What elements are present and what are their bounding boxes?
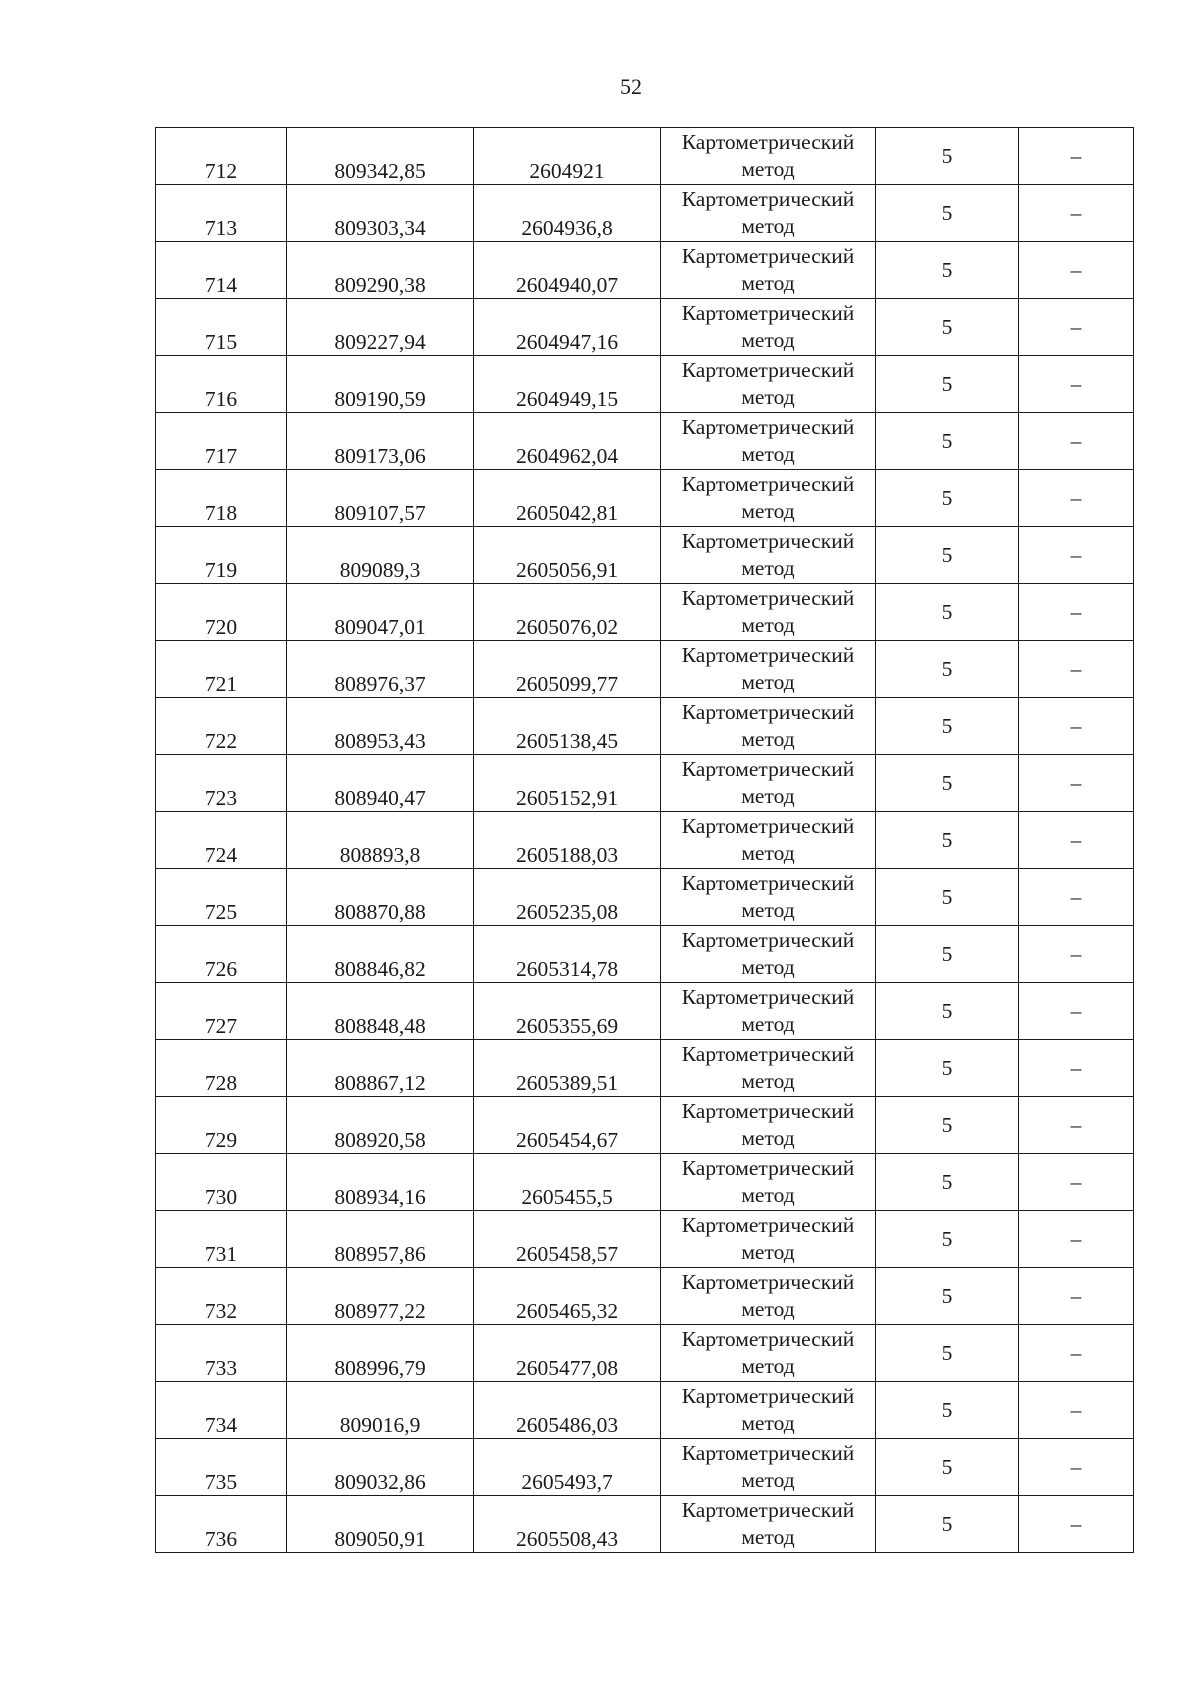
y-coordinate-cell: 2605099,77 <box>474 641 661 698</box>
method-line-1: Картометрический <box>681 1270 855 1294</box>
method-line-1: Картометрический <box>681 757 855 781</box>
point-number-cell: 729 <box>156 1097 287 1154</box>
table-row <box>156 755 1134 812</box>
note-cell: – <box>1019 242 1134 299</box>
method-cell <box>661 1097 876 1154</box>
method-cell <box>661 1040 876 1097</box>
table-row <box>156 1268 1134 1325</box>
accuracy-cell: 5 <box>876 1268 1019 1325</box>
method-line-2: метод <box>741 1012 795 1036</box>
x-coordinate-cell: 808934,16 <box>287 1154 474 1211</box>
point-number-cell: 736 <box>156 1496 287 1553</box>
accuracy-cell: 5 <box>876 926 1019 983</box>
method-line-2: метод <box>741 1411 795 1435</box>
method-cell <box>661 869 876 926</box>
method-line-1: Картометрический <box>681 472 855 496</box>
table-row <box>156 641 1134 698</box>
method-line-2: метод <box>741 1297 795 1321</box>
x-coordinate-cell: 809227,94 <box>287 299 474 356</box>
table-row <box>156 983 1134 1040</box>
method-cell <box>661 1439 876 1496</box>
note-cell: – <box>1019 1382 1134 1439</box>
table-row <box>156 1382 1134 1439</box>
point-number-cell: 720 <box>156 584 287 641</box>
method-line-2: метод <box>741 898 795 922</box>
table-row <box>156 812 1134 869</box>
method-line-1: Картометрический <box>681 1099 855 1123</box>
point-number-cell: 721 <box>156 641 287 698</box>
y-coordinate-cell: 2605477,08 <box>474 1325 661 1382</box>
method-line-2: метод <box>741 784 795 808</box>
point-number-cell: 730 <box>156 1154 287 1211</box>
note-cell: – <box>1019 1496 1134 1553</box>
note-cell: – <box>1019 926 1134 983</box>
note-cell: – <box>1019 413 1134 470</box>
x-coordinate-cell: 808940,47 <box>287 755 474 812</box>
x-coordinate-cell: 808870,88 <box>287 869 474 926</box>
method-line-1: Картометрический <box>681 1042 855 1066</box>
accuracy-cell: 5 <box>876 1439 1019 1496</box>
table-row <box>156 242 1134 299</box>
method-cell <box>661 812 876 869</box>
accuracy-cell: 5 <box>876 641 1019 698</box>
method-line-2: метод <box>741 1126 795 1150</box>
coordinates-table-body <box>156 128 1134 1553</box>
accuracy-cell: 5 <box>876 869 1019 926</box>
accuracy-cell: 5 <box>876 470 1019 527</box>
x-coordinate-cell: 809050,91 <box>287 1496 474 1553</box>
note-cell: – <box>1019 641 1134 698</box>
point-number-cell: 733 <box>156 1325 287 1382</box>
method-line-1: Картометрический <box>681 1213 855 1237</box>
point-number-cell: 723 <box>156 755 287 812</box>
y-coordinate-cell: 2605138,45 <box>474 698 661 755</box>
point-number-cell: 722 <box>156 698 287 755</box>
method-line-2: метод <box>741 385 795 409</box>
method-line-2: метод <box>741 442 795 466</box>
table-row <box>156 1154 1134 1211</box>
method-line-1: Картометрический <box>681 643 855 667</box>
method-line-2: метод <box>741 157 795 181</box>
method-line-1: Картометрический <box>681 130 855 154</box>
method-line-1: Картометрический <box>681 586 855 610</box>
y-coordinate-cell: 2605486,03 <box>474 1382 661 1439</box>
note-cell: – <box>1019 299 1134 356</box>
method-line-1: Картометрический <box>681 1498 855 1522</box>
point-number-cell: 715 <box>156 299 287 356</box>
method-line-2: метод <box>741 1468 795 1492</box>
note-cell: – <box>1019 869 1134 926</box>
accuracy-cell: 5 <box>876 983 1019 1040</box>
note-cell: – <box>1019 812 1134 869</box>
y-coordinate-cell: 2605465,32 <box>474 1268 661 1325</box>
table-row <box>156 299 1134 356</box>
point-number-cell: 732 <box>156 1268 287 1325</box>
note-cell: – <box>1019 356 1134 413</box>
table-row <box>156 1211 1134 1268</box>
method-cell <box>661 413 876 470</box>
accuracy-cell: 5 <box>876 299 1019 356</box>
note-cell: – <box>1019 755 1134 812</box>
x-coordinate-cell: 809089,3 <box>287 527 474 584</box>
method-cell <box>661 185 876 242</box>
y-coordinate-cell: 2605152,91 <box>474 755 661 812</box>
accuracy-cell: 5 <box>876 185 1019 242</box>
note-cell: – <box>1019 527 1134 584</box>
y-coordinate-cell: 2604949,15 <box>474 356 661 413</box>
note-cell: – <box>1019 185 1134 242</box>
method-line-1: Картометрический <box>681 244 855 268</box>
method-line-1: Картометрический <box>681 187 855 211</box>
method-line-1: Картометрический <box>681 985 855 1009</box>
table-row <box>156 698 1134 755</box>
method-line-2: метод <box>741 499 795 523</box>
x-coordinate-cell: 809047,01 <box>287 584 474 641</box>
x-coordinate-cell: 808953,43 <box>287 698 474 755</box>
page-number: 52 <box>620 74 642 99</box>
method-line-2: метод <box>741 727 795 751</box>
accuracy-cell: 5 <box>876 128 1019 185</box>
y-coordinate-cell: 2605508,43 <box>474 1496 661 1553</box>
point-number-cell: 727 <box>156 983 287 1040</box>
table-row <box>156 527 1134 584</box>
y-coordinate-cell: 2605076,02 <box>474 584 661 641</box>
method-line-2: метод <box>741 1354 795 1378</box>
point-number-cell: 735 <box>156 1439 287 1496</box>
x-coordinate-cell: 809303,34 <box>287 185 474 242</box>
accuracy-cell: 5 <box>876 1154 1019 1211</box>
table-row <box>156 869 1134 926</box>
y-coordinate-cell: 2605389,51 <box>474 1040 661 1097</box>
coordinates-table <box>155 127 1134 1553</box>
accuracy-cell: 5 <box>876 527 1019 584</box>
note-cell: – <box>1019 698 1134 755</box>
method-cell <box>661 527 876 584</box>
y-coordinate-cell: 2605235,08 <box>474 869 661 926</box>
method-line-1: Картометрический <box>681 301 855 325</box>
method-line-1: Картометрический <box>681 700 855 724</box>
x-coordinate-cell: 808996,79 <box>287 1325 474 1382</box>
x-coordinate-cell: 808957,86 <box>287 1211 474 1268</box>
method-line-2: метод <box>741 955 795 979</box>
method-line-2: метод <box>741 1069 795 1093</box>
method-line-1: Картометрический <box>681 358 855 382</box>
note-cell: – <box>1019 1325 1134 1382</box>
x-coordinate-cell: 808848,48 <box>287 983 474 1040</box>
y-coordinate-cell: 2604940,07 <box>474 242 661 299</box>
point-number-cell: 725 <box>156 869 287 926</box>
method-line-1: Картометрический <box>681 1327 855 1351</box>
table-row <box>156 413 1134 470</box>
table-row <box>156 1496 1134 1553</box>
x-coordinate-cell: 809290,38 <box>287 242 474 299</box>
method-line-2: метод <box>741 328 795 352</box>
y-coordinate-cell: 2604962,04 <box>474 413 661 470</box>
method-cell <box>661 983 876 1040</box>
table-row <box>156 1097 1134 1154</box>
y-coordinate-cell: 2605188,03 <box>474 812 661 869</box>
method-cell <box>661 470 876 527</box>
method-line-2: метод <box>741 271 795 295</box>
note-cell: – <box>1019 1154 1134 1211</box>
method-line-1: Картометрический <box>681 1441 855 1465</box>
method-cell <box>661 698 876 755</box>
note-cell: – <box>1019 584 1134 641</box>
method-cell <box>661 584 876 641</box>
method-cell <box>661 356 876 413</box>
table-row <box>156 128 1134 185</box>
x-coordinate-cell: 808976,37 <box>287 641 474 698</box>
note-cell: – <box>1019 1439 1134 1496</box>
note-cell: – <box>1019 1268 1134 1325</box>
point-number-cell: 731 <box>156 1211 287 1268</box>
point-number-cell: 724 <box>156 812 287 869</box>
method-cell <box>661 1496 876 1553</box>
x-coordinate-cell: 809190,59 <box>287 356 474 413</box>
accuracy-cell: 5 <box>876 1382 1019 1439</box>
method-cell <box>661 242 876 299</box>
accuracy-cell: 5 <box>876 1325 1019 1382</box>
y-coordinate-cell: 2604947,16 <box>474 299 661 356</box>
method-line-2: метод <box>741 556 795 580</box>
point-number-cell: 714 <box>156 242 287 299</box>
note-cell: – <box>1019 1211 1134 1268</box>
point-number-cell: 716 <box>156 356 287 413</box>
accuracy-cell: 5 <box>876 242 1019 299</box>
method-line-1: Картометрический <box>681 871 855 895</box>
point-number-cell: 717 <box>156 413 287 470</box>
method-cell <box>661 1382 876 1439</box>
x-coordinate-cell: 809107,57 <box>287 470 474 527</box>
y-coordinate-cell: 2604936,8 <box>474 185 661 242</box>
method-line-2: метод <box>741 613 795 637</box>
method-line-2: метод <box>741 670 795 694</box>
note-cell: – <box>1019 983 1134 1040</box>
table-row <box>156 356 1134 413</box>
method-line-2: метод <box>741 1525 795 1549</box>
method-line-1: Картометрический <box>681 1156 855 1180</box>
method-line-1: Картометрический <box>681 814 855 838</box>
note-cell: – <box>1019 128 1134 185</box>
method-line-2: метод <box>741 1240 795 1264</box>
table-row <box>156 1040 1134 1097</box>
x-coordinate-cell: 808977,22 <box>287 1268 474 1325</box>
accuracy-cell: 5 <box>876 755 1019 812</box>
y-coordinate-cell: 2605458,57 <box>474 1211 661 1268</box>
method-line-1: Картометрический <box>681 928 855 952</box>
x-coordinate-cell: 809032,86 <box>287 1439 474 1496</box>
table-row <box>156 926 1134 983</box>
x-coordinate-cell: 808920,58 <box>287 1097 474 1154</box>
method-cell <box>661 755 876 812</box>
method-cell <box>661 128 876 185</box>
note-cell: – <box>1019 470 1134 527</box>
x-coordinate-cell: 808867,12 <box>287 1040 474 1097</box>
point-number-cell: 726 <box>156 926 287 983</box>
method-cell <box>661 641 876 698</box>
method-cell <box>661 1154 876 1211</box>
table-row <box>156 1325 1134 1382</box>
point-number-cell: 728 <box>156 1040 287 1097</box>
point-number-cell: 734 <box>156 1382 287 1439</box>
point-number-cell: 713 <box>156 185 287 242</box>
y-coordinate-cell: 2605042,81 <box>474 470 661 527</box>
method-line-2: метод <box>741 214 795 238</box>
accuracy-cell: 5 <box>876 698 1019 755</box>
accuracy-cell: 5 <box>876 1496 1019 1553</box>
table-row <box>156 1439 1134 1496</box>
accuracy-cell: 5 <box>876 413 1019 470</box>
y-coordinate-cell: 2605455,5 <box>474 1154 661 1211</box>
point-number-cell: 718 <box>156 470 287 527</box>
x-coordinate-cell: 809342,85 <box>287 128 474 185</box>
y-coordinate-cell: 2605493,7 <box>474 1439 661 1496</box>
note-cell: – <box>1019 1040 1134 1097</box>
y-coordinate-cell: 2604921 <box>474 128 661 185</box>
y-coordinate-cell: 2605454,67 <box>474 1097 661 1154</box>
table-row <box>156 185 1134 242</box>
point-number-cell: 712 <box>156 128 287 185</box>
y-coordinate-cell: 2605355,69 <box>474 983 661 1040</box>
method-cell <box>661 1268 876 1325</box>
method-cell <box>661 1211 876 1268</box>
note-cell: – <box>1019 1097 1134 1154</box>
x-coordinate-cell: 808846,82 <box>287 926 474 983</box>
table-row <box>156 584 1134 641</box>
method-line-1: Картометрический <box>681 415 855 439</box>
method-cell <box>661 926 876 983</box>
method-line-1: Картометрический <box>681 1384 855 1408</box>
table-row <box>156 470 1134 527</box>
method-line-1: Картометрический <box>681 529 855 553</box>
x-coordinate-cell: 808893,8 <box>287 812 474 869</box>
accuracy-cell: 5 <box>876 356 1019 413</box>
x-coordinate-cell: 809173,06 <box>287 413 474 470</box>
method-line-2: метод <box>741 841 795 865</box>
point-number-cell: 719 <box>156 527 287 584</box>
y-coordinate-cell: 2605056,91 <box>474 527 661 584</box>
accuracy-cell: 5 <box>876 1211 1019 1268</box>
accuracy-cell: 5 <box>876 1097 1019 1154</box>
method-cell <box>661 1325 876 1382</box>
method-cell <box>661 299 876 356</box>
x-coordinate-cell: 809016,9 <box>287 1382 474 1439</box>
accuracy-cell: 5 <box>876 584 1019 641</box>
accuracy-cell: 5 <box>876 812 1019 869</box>
accuracy-cell: 5 <box>876 1040 1019 1097</box>
method-line-2: метод <box>741 1183 795 1207</box>
y-coordinate-cell: 2605314,78 <box>474 926 661 983</box>
